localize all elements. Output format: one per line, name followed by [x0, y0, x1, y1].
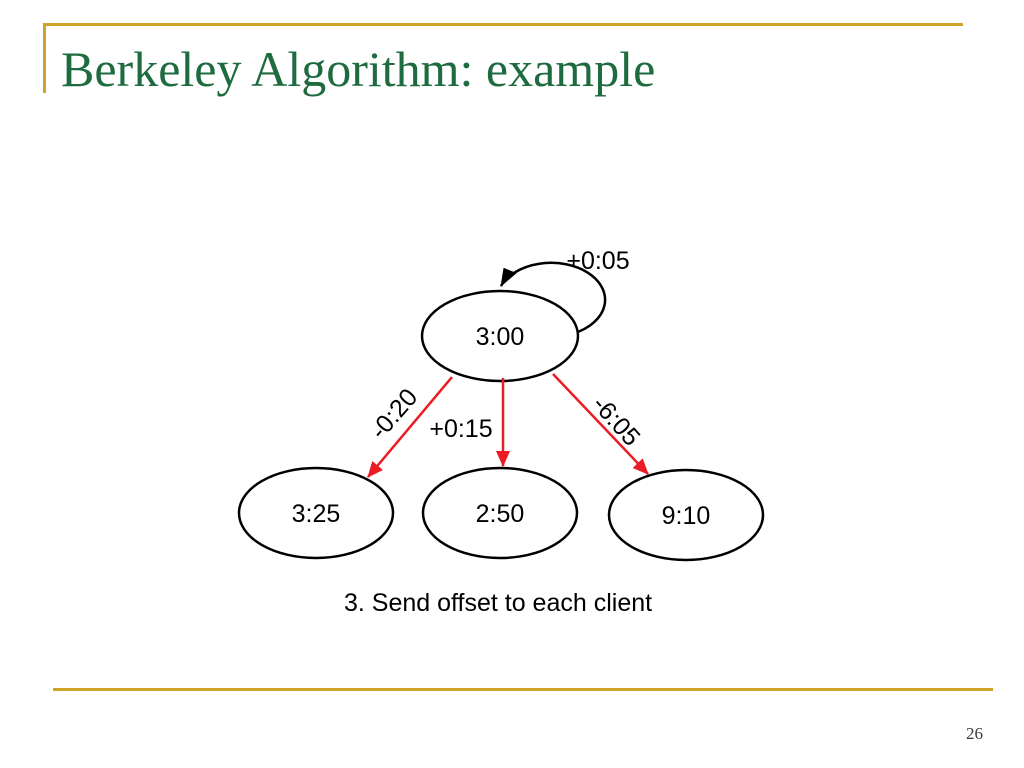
- offset-label-left: -0:20: [364, 383, 424, 445]
- page-title: Berkeley Algorithm: example: [61, 41, 656, 97]
- master-node-label: 3:00: [475, 323, 525, 351]
- client-node-label-2: 2:50: [475, 500, 525, 528]
- client-node-label-3: 9:10: [661, 502, 711, 530]
- bottom-rule: [53, 688, 993, 691]
- step-caption: 3. Send offset to each client: [344, 589, 653, 617]
- self-offset-label: +0:05: [566, 247, 630, 275]
- offset-label-right: -6:05: [586, 390, 646, 452]
- page-number: 26: [966, 724, 983, 743]
- offset-label-middle: +0:15: [429, 415, 493, 443]
- client-node-label-1: 3:25: [291, 500, 341, 528]
